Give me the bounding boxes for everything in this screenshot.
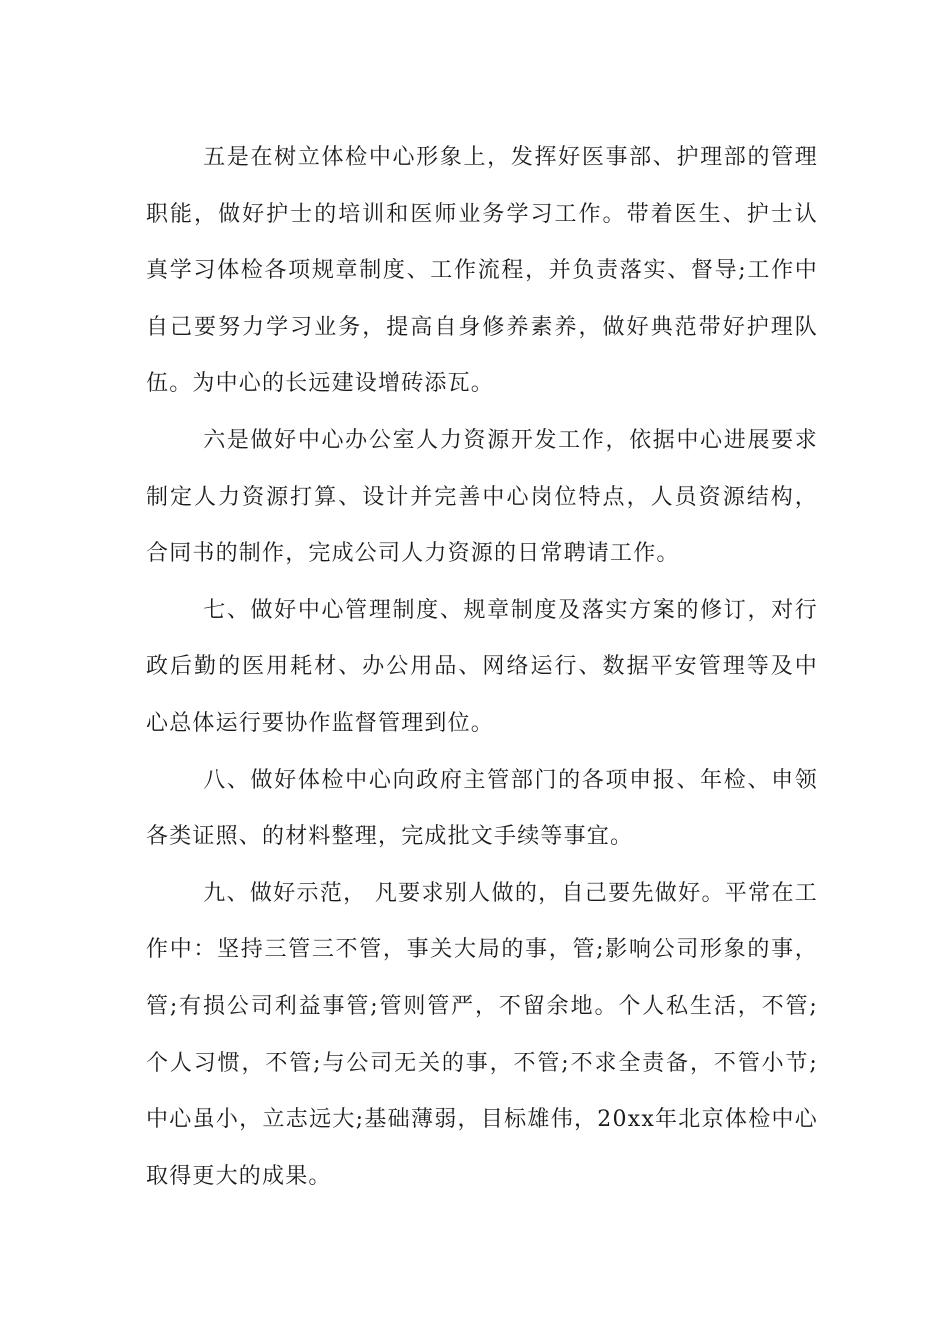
document-body — [146, 130, 818, 1205]
paragraph-6: 六是做好中心办公室人力资源开发工作，依据中心进展要求制定人力资源打算、设计并完善中心岗位特点，人员资源结构，合同书的制作，完成公司人力资源的日常聘请工作。 — [146, 427, 818, 567]
paragraph-8: 八、做好体检中心向政府主管部门的各项申报、年检、申领各类证照、的材料整理，完成批文手续等事宜。 — [146, 767, 818, 850]
paragraph-9: 九、做好示范， 凡要求别人做的，自己要先做好。平常在工作中：坚持三管三不管，事关大局的事，管;影响公司形象的事，管;有损公司利益事管;管则管严，不留余地。个人私生活，不管;个人习惯，不管;与公司无关的事，不管;不求全责备，不管小节;中心虽小，立志远大;基础薄弱，目标雄伟，20xx年北京体检中心取得更大的成果。 — [146, 880, 818, 1189]
paragraph-7: 七、做好中心管理制度、规章制度及落实方案的修订，对行政后勤的医用耗材、办公用品、网络运行、数据平安管理等及中心总体运行要协作监督管理到位。 — [146, 597, 818, 736]
paragraph-5: 五是在树立体检中心形象上，发挥好医事部、护理部的管理职能，做好护士的培训和医师业务学习工作。带着医生、护士认真学习体检各项规章制度、工作流程，并负责落实、督导;工作中自己要努力学习业务，提高自身修养素养，做好典范带好护理队伍。为中心的长远建设增砖添瓦。 — [146, 145, 818, 397]
